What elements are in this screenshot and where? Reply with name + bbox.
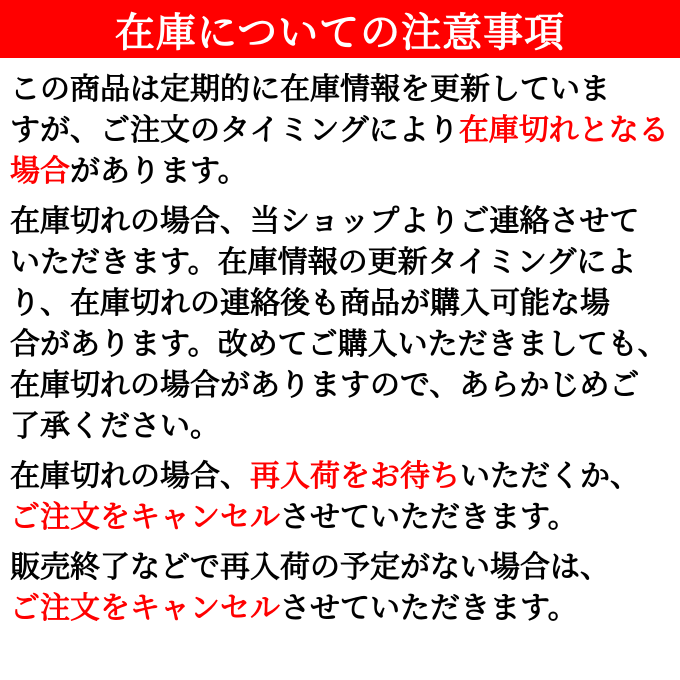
text-line	[10, 406, 670, 447]
text-segment: 販売終了などで再入荷の予定がない場合は、	[10, 551, 610, 584]
text-line	[10, 365, 670, 406]
text-line	[10, 497, 670, 538]
notice-title: 在庫についての注意事項	[114, 10, 566, 55]
text-segment: させていただきます。	[280, 592, 578, 625]
notice-paragraph-discontinued	[10, 547, 670, 629]
text-segment: すが、ご注文のタイミングにより	[10, 114, 459, 147]
text-segment: 在庫切れの場合、	[10, 460, 250, 493]
highlight-text-cancel-order: ご注文をキャンセル	[10, 501, 280, 534]
text-segment: 了承ください。	[10, 410, 220, 443]
text-line	[10, 283, 670, 324]
text-segment: この商品は定期的に在庫情報を更新していま	[10, 73, 610, 106]
text-segment: いただきます。在庫情報の更新タイミングによ	[10, 246, 637, 279]
text-segment: いただくか、	[460, 460, 640, 493]
text-line	[10, 588, 670, 629]
text-segment: させていただきます。	[280, 501, 578, 534]
text-line	[10, 324, 670, 365]
text-line	[10, 242, 670, 283]
text-segment: 在庫切れの場合がありますので、あらかじめご	[10, 369, 640, 402]
highlight-text-cancel-order: ご注文をキャンセル	[10, 592, 280, 625]
text-line	[10, 547, 670, 588]
notice-body	[0, 58, 680, 629]
text-line	[10, 201, 670, 242]
text-line	[10, 69, 670, 110]
notice-paragraph-stock-update	[10, 69, 670, 192]
text-line	[10, 110, 670, 151]
text-segment: り、在庫切れの連絡後も商品が購入可能な場	[10, 287, 610, 320]
highlight-text-out-of-stock: 在庫切れとなる	[458, 114, 669, 147]
notice-paragraph-restock-or-cancel	[10, 456, 670, 538]
text-segment: があります。	[70, 155, 248, 188]
highlight-text-wait-restock: 再入荷をお待ち	[250, 460, 460, 493]
notice-paragraph-contact	[10, 201, 670, 447]
highlight-text-out-of-stock: 場合	[10, 155, 70, 188]
text-line	[10, 456, 670, 497]
notice-header-banner	[0, 0, 680, 58]
text-segment: 合があります。改めてご購入いただきましても、	[10, 328, 668, 361]
text-segment: 在庫切れの場合、当ショップよりご連絡させて	[10, 205, 640, 238]
text-line	[10, 151, 670, 192]
